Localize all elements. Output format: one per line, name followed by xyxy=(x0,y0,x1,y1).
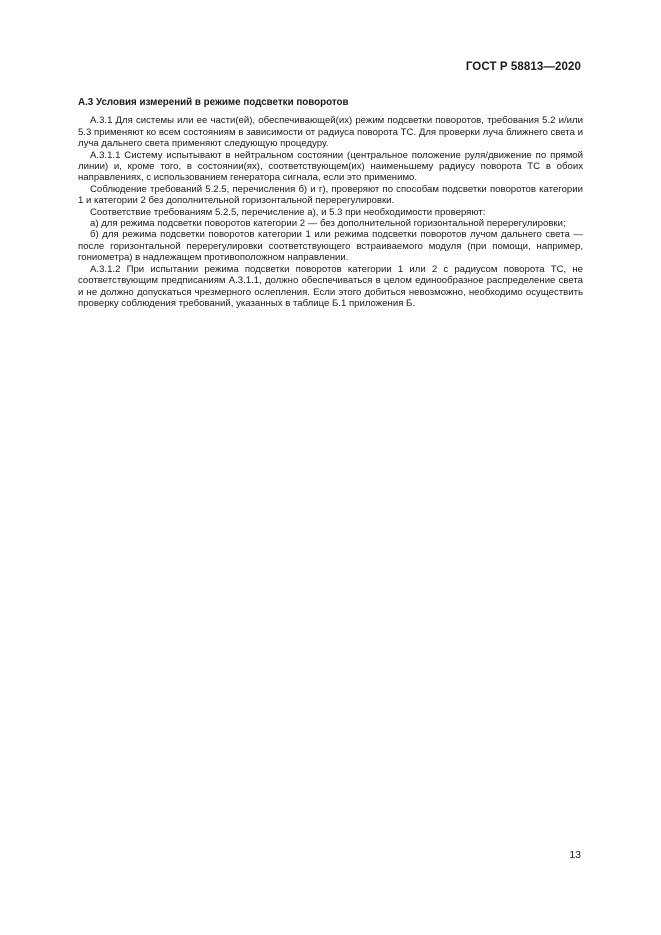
paragraph-a-3-1: A.3.1 Для системы или ее части(ей), обеспечивающей(их) режим подсветки поворотов, требования 5.2 и/или 5.3 применяют ко всем состояниям в зависимости от радиуса поворота ТС. Для проверки луча ближнего света и луча дальнего света применяют следующую процедуру. xyxy=(78,115,583,150)
paragraph-a-3-1-1: А.3.1.1 Систему испытывают в нейтральном состоянии (центральное положение руля/движение по прямой линии) и, кроме того, в состоянии(ях), соответствующем(их) наименьшему радиусу поворота ТС в обоих направлениях, с использованием генератора сигнала, если это применимо. xyxy=(78,149,583,184)
document-number: ГОСТ Р 58813—2020 xyxy=(465,61,581,73)
section-heading: A.3 Условия измерений в режиме подсветки поворотов xyxy=(78,97,349,108)
paragraph-a-3-1-2: А.3.1.2 При испытании режима подсветки поворотов категории 1 или 2 с радиусом поворота ТС, не соответствующим предписаниям А.3.1.1, должно обеспечиваться в целом единообразное распределение света и не должно допускаться чрезмерного ослепления. Если этого добиться невозможно, необходимо осуществить проверку соблюдения требований, указанных в таблице Б.1 приложения Б. xyxy=(78,263,583,309)
paragraph-compliance-5-2-5: Соблюдение требований 5.2.5, перечисления б) и г), проверяют по способам подсветки поворотов категории 1 и категории 2 без дополнительной горизонтальной перерегулировки. xyxy=(78,183,583,207)
page-number: 13 xyxy=(569,849,581,861)
list-item-b: б) для режима подсветки поворотов категории 1 или режима подсветки поворотов лучом дальнего света — после горизонтальной перерегулировки соответствующего встраиваемого модуля (при помощи, например, гониометра) в надлежащем противоположном направлении. xyxy=(78,229,583,264)
list-item-a: а) для режима подсветки поворотов категории 2 — без дополнительной горизонтальной перерегулировки; xyxy=(90,218,566,230)
paragraph-conformity-intro: Соответствие требованиям 5.2.5, перечисление а), и 5.3 при необходимости проверяют: xyxy=(90,206,486,218)
page-content xyxy=(78,97,583,309)
